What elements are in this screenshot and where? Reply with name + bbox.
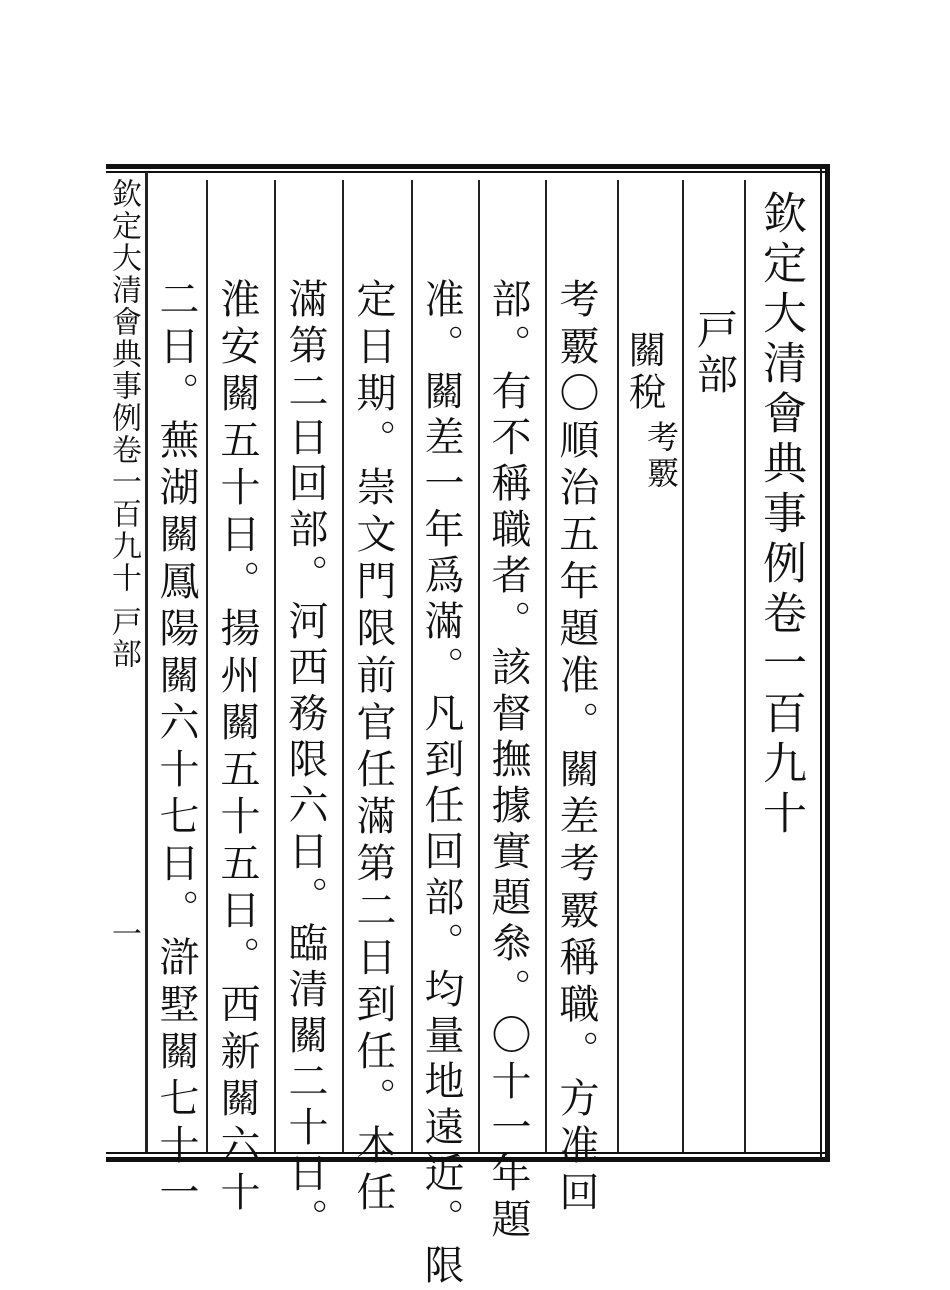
body-line-1: 考覈〇順治五年題准。關差考覈稱職。方准回 [553,278,599,1218]
board-heading: 戸部 [690,308,738,398]
column-divider [478,180,480,1152]
body-line-5: 滿第二日回部。河西務限六日。臨清關二十日。 [282,278,328,1244]
column-divider [617,180,619,1152]
body-line-7: 二日。蕪湖關鳳陽關六十七日。滸墅關七十一 [153,278,199,1218]
body-line-6: 淮安關五十日。揚州關五十五日。西新關六十 [214,278,260,1218]
column-divider [744,180,746,1152]
book-title: 欽定大清會典事例卷一百九十 [755,190,806,840]
body-line-2: 部。有不稱職者。該督撫據實題叅。〇十一年題 [485,278,531,1244]
border-right [820,168,830,1158]
column-divider [545,180,547,1152]
margin-divider [145,172,148,1152]
margin-volume-text: 卷一百九十 [106,434,141,594]
body-line-4: 定日期。崇文門限前官任滿第二日到任。本任 [350,278,396,1218]
column-divider [206,180,208,1152]
margin-section-text: 戸部 [106,606,141,670]
subsection-heading: 考覈 [642,420,680,492]
border-top [106,164,830,173]
column-divider [342,180,344,1152]
column-divider [682,180,684,1152]
page-number: 一 [106,918,141,948]
margin-book-title [106,178,141,670]
margin-title-text: 欽定大清會典事例 [106,178,141,434]
column-divider [274,180,276,1152]
column-divider [411,180,413,1152]
body-line-3: 准。關差一年爲滿。凡到任回部。均量地遠近。限 [418,278,464,1290]
section-heading: 關稅 [622,330,666,414]
